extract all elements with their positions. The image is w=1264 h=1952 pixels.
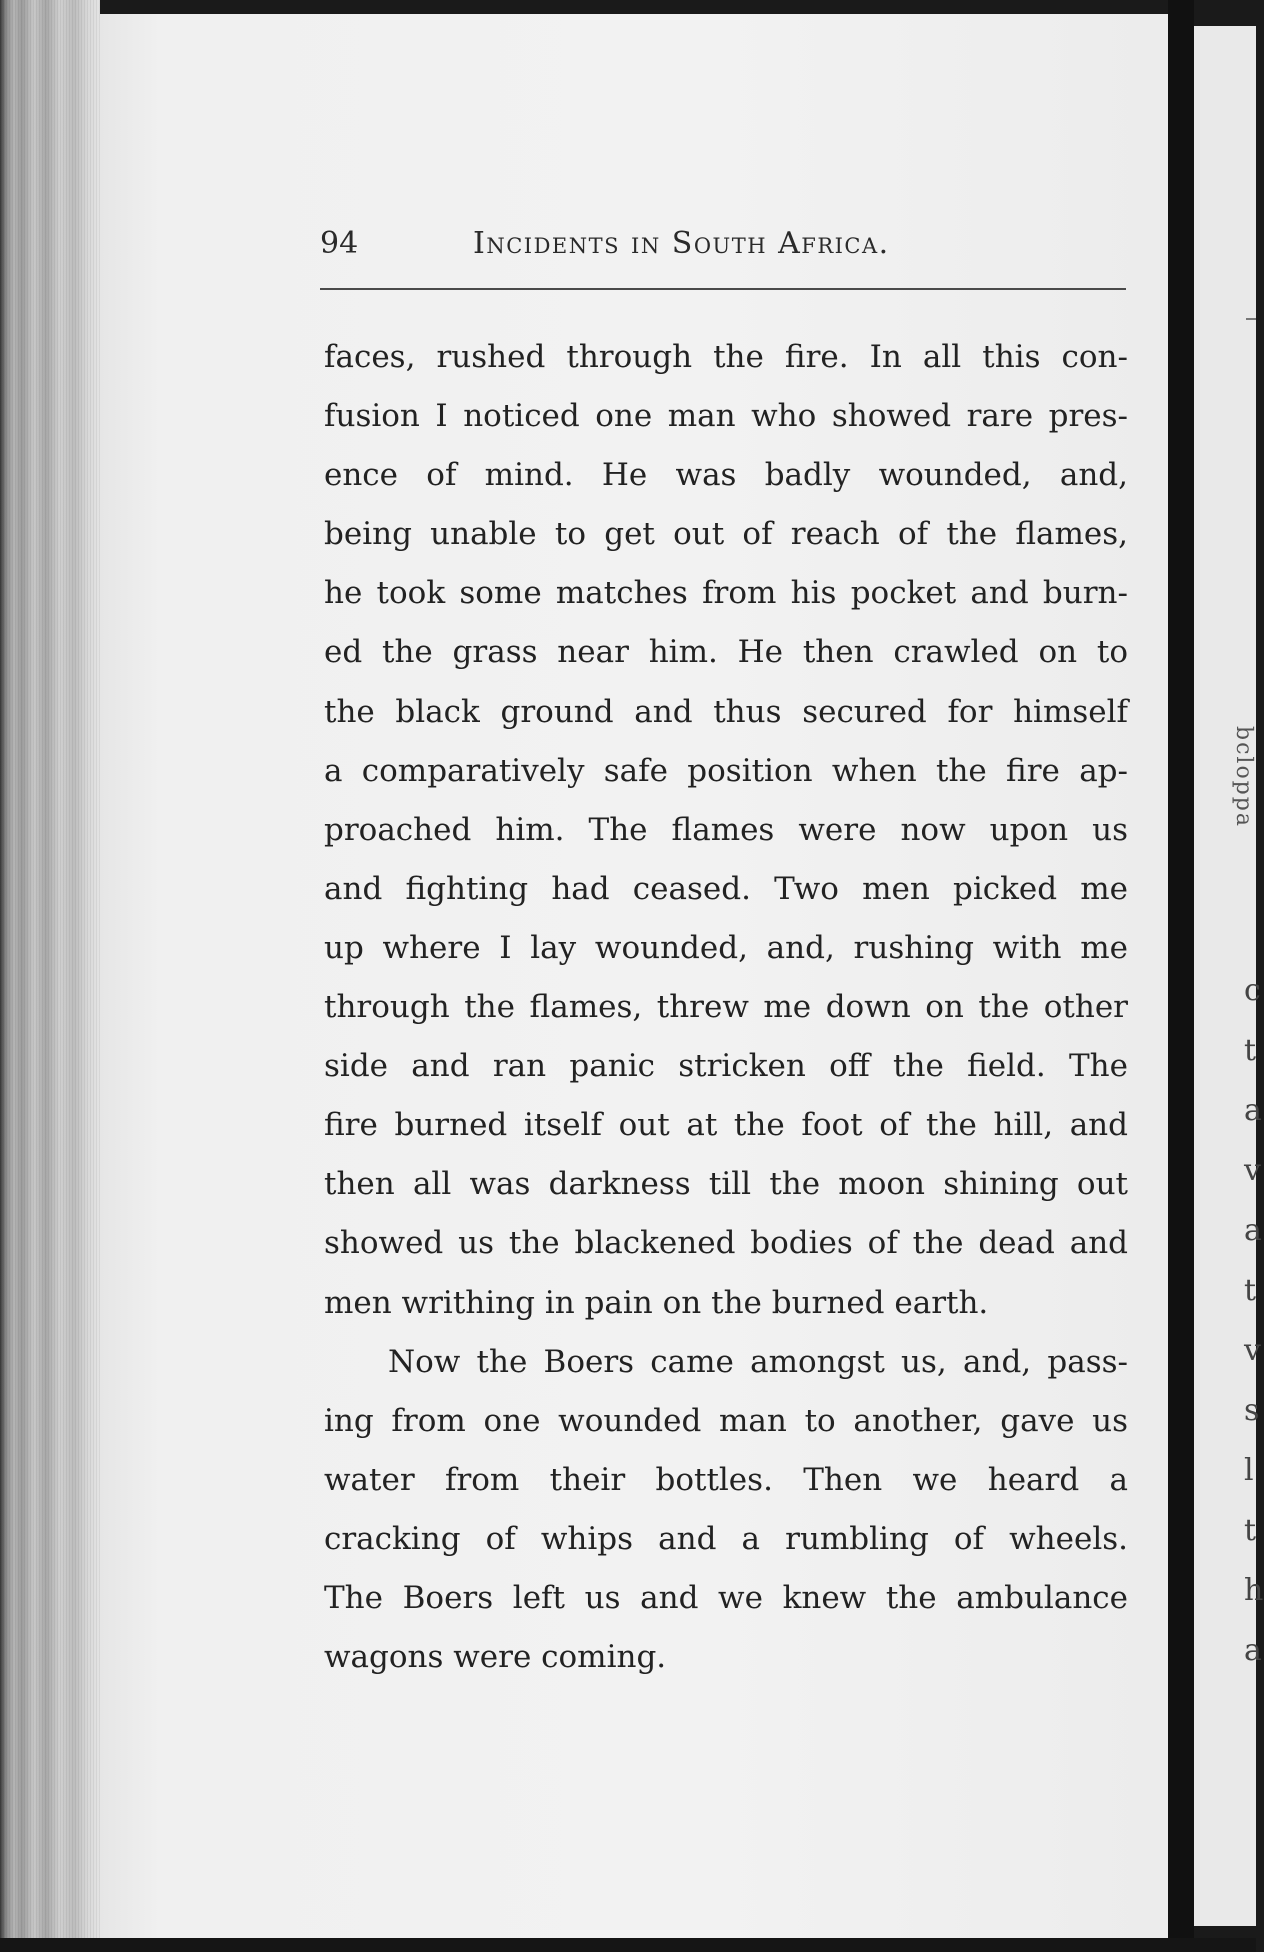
facing-letter: a <box>1244 1633 1262 1668</box>
text-line: fire burned itself out at the foot of the hill, and <box>324 1107 1128 1144</box>
text-line: through the flames, threw me down on the other <box>324 989 1128 1026</box>
text-line: being unable to get out of reach of the flames, <box>324 516 1128 553</box>
text-line: showed us the blackened bodies of the dead and <box>324 1225 1128 1262</box>
running-title: Incidents in South Africa. <box>473 226 890 261</box>
facing-letter: t <box>1244 1033 1257 1068</box>
text-line: men writhing in pain on the burned earth. <box>324 1284 989 1321</box>
book-gutter-edge <box>0 0 100 1952</box>
text-line: The Boers left us and we knew the ambulance <box>324 1579 1128 1616</box>
text-line: fusion I noticed one man who showed rare pres- <box>324 398 1128 435</box>
page-number: 94 <box>320 226 359 261</box>
text-line: water from their bottles. Then we heard a <box>324 1461 1128 1498</box>
text-line: up where I lay wounded, and, rushing with me <box>324 929 1128 966</box>
facing-letter: t <box>1244 1273 1257 1308</box>
facing-letter: s <box>1244 1393 1260 1428</box>
facing-letter: v <box>1244 1333 1261 1368</box>
facing-letter: v <box>1244 1153 1261 1188</box>
bottom-edge-shadow <box>0 1938 1256 1952</box>
text-line: ence of mind. He was badly wounded, and, <box>324 457 1128 494</box>
facing-page-fragment <box>1194 26 1264 1926</box>
text-line: he took some matches from his pocket and burn- <box>324 575 1128 612</box>
facing-letter: a <box>1244 1093 1262 1128</box>
text-line: then all was darkness till the moon shining out <box>324 1166 1128 1203</box>
facing-letter: l <box>1244 1453 1254 1488</box>
facing-page-letters <box>1244 961 1264 1681</box>
facing-page-rule <box>1246 318 1256 320</box>
text-line: Now the Boers came amongst us, and, pass- <box>388 1343 1128 1380</box>
text-line: ing from one wounded man to another, gave us <box>324 1402 1128 1439</box>
facing-letter: h <box>1244 1573 1264 1608</box>
running-header <box>320 222 1128 266</box>
text-line: wagons were coming. <box>324 1639 667 1676</box>
header-rule <box>320 288 1126 290</box>
text-line: side and ran panic stricken off the field. The <box>324 1048 1128 1085</box>
text-line: faces, rushed through the fire. In all this con- <box>324 339 1128 375</box>
facing-letter: c <box>1244 973 1261 1008</box>
body-text <box>324 328 1128 1687</box>
facing-page-vertical-text: bcloppa <box>1231 726 1256 828</box>
text-line: ed the grass near him. He then crawled on to <box>324 634 1128 671</box>
text-line: the black ground and thus secured for himself <box>324 693 1128 730</box>
text-line: proached him. The flames were now upon us <box>324 811 1128 848</box>
book-spine-shadow <box>1168 0 1194 1952</box>
facing-letter: a <box>1244 1213 1262 1248</box>
text-line: and fighting had ceased. Two men picked me <box>324 870 1128 907</box>
facing-letter: t <box>1244 1513 1257 1548</box>
text-line: a comparatively safe position when the fire ap- <box>324 752 1128 789</box>
text-line: cracking of whips and a rumbling of wheels. <box>324 1520 1128 1557</box>
